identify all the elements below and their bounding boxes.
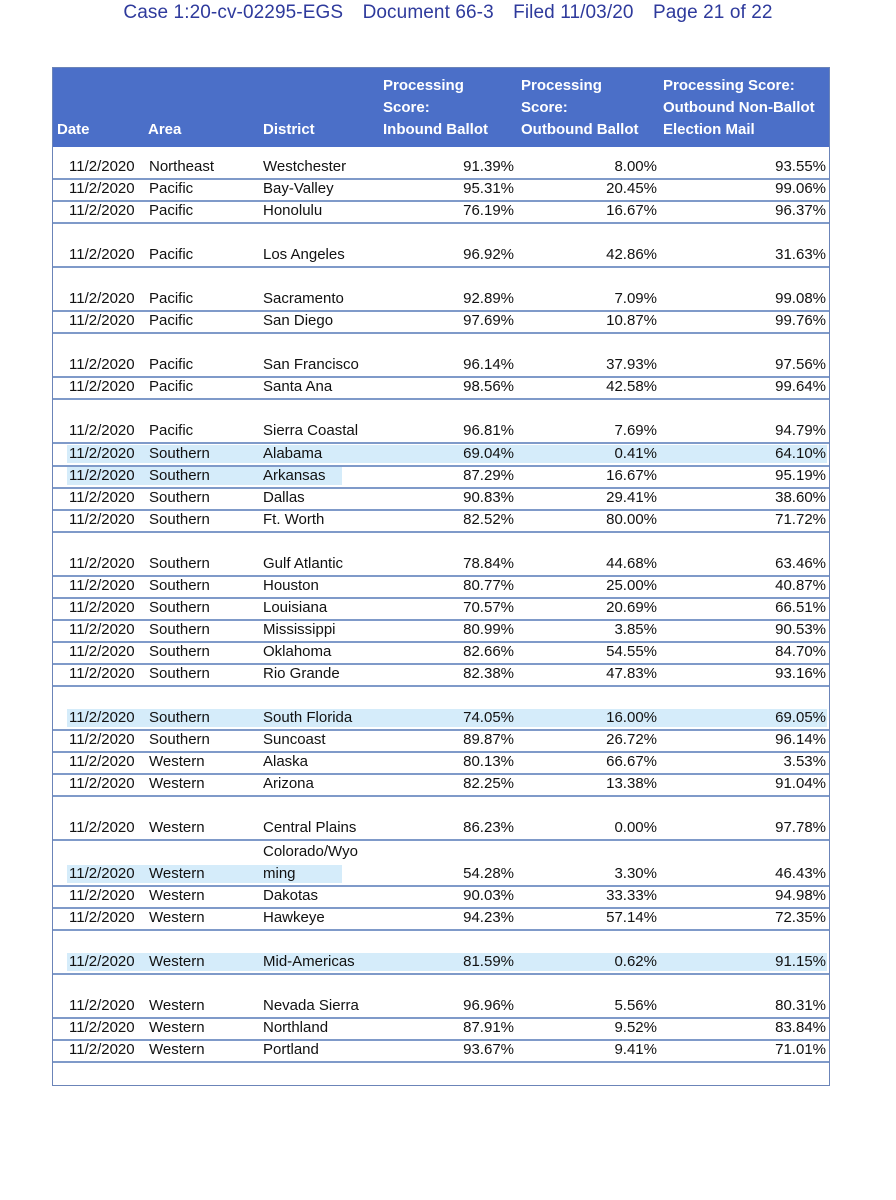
cell-inbound-ballot: 96.92%	[463, 246, 514, 263]
cell-outbound-ballot: 8.00%	[614, 158, 657, 175]
cell-outbound-ballot: 44.68%	[606, 555, 657, 572]
table-row	[53, 400, 829, 444]
cell-date: 11/2/2020	[69, 158, 135, 175]
cell-inbound-ballot: 98.56%	[463, 378, 514, 395]
cell-date: 11/2/2020	[69, 865, 135, 882]
cell-date: 11/2/2020	[69, 599, 135, 616]
column-header-date: Date	[57, 121, 90, 138]
cell-outbound-ballot: 5.56%	[614, 997, 657, 1014]
cell-area: Southern	[149, 665, 210, 682]
cell-district: Gulf Atlantic	[263, 555, 344, 572]
cell-area: Western	[149, 953, 205, 970]
cell-outbound-ballot: 0.00%	[614, 819, 657, 836]
cell-date: 11/2/2020	[69, 887, 135, 904]
cell-outbound-ballot: 57.14%	[606, 909, 657, 926]
cell-area: Northeast	[149, 158, 215, 175]
cell-district: San Francisco	[263, 356, 359, 373]
cell-outbound-non-ballot: 99.08%	[775, 290, 826, 307]
cell-area: Western	[149, 865, 205, 882]
cell-inbound-ballot: 90.83%	[463, 489, 514, 506]
cell-inbound-ballot: 80.13%	[463, 753, 514, 770]
cell-date: 11/2/2020	[69, 555, 135, 572]
cell-outbound-non-ballot: 64.10%	[775, 445, 826, 462]
table-row	[53, 909, 829, 931]
cell-district: Bay-Valley	[263, 180, 334, 197]
cell-inbound-ballot: 69.04%	[463, 445, 514, 462]
cell-area: Southern	[149, 621, 210, 638]
cell-district-line1: Colorado/Wyo	[263, 843, 358, 860]
cell-district: Sierra Coastal	[263, 422, 359, 439]
cell-outbound-non-ballot: 93.55%	[775, 158, 826, 175]
cell-district: Sacramento	[263, 290, 344, 307]
cell-outbound-non-ballot: 71.01%	[775, 1041, 826, 1058]
cell-inbound-ballot: 93.67%	[463, 1041, 514, 1058]
cell-area: Western	[149, 909, 205, 926]
cell-district: Nevada Sierra	[263, 997, 359, 1014]
cell-district: ming	[263, 865, 296, 882]
table-row	[53, 931, 829, 975]
table-body	[53, 147, 829, 1063]
cell-inbound-ballot: 96.96%	[463, 997, 514, 1014]
cell-area: Pacific	[149, 246, 194, 263]
cell-inbound-ballot: 95.31%	[463, 180, 514, 197]
cell-outbound-non-ballot: 90.53%	[775, 621, 826, 638]
cell-inbound-ballot: 54.28%	[463, 865, 514, 882]
cell-inbound-ballot: 87.29%	[463, 467, 514, 484]
cell-outbound-non-ballot: 96.14%	[775, 731, 826, 748]
cell-date: 11/2/2020	[69, 577, 135, 594]
cell-inbound-ballot: 74.05%	[463, 709, 514, 726]
cell-area: Southern	[149, 511, 210, 528]
cell-inbound-ballot: 80.99%	[463, 621, 514, 638]
cell-area: Southern	[149, 555, 210, 572]
cell-district: Arkansas	[263, 467, 326, 484]
cell-outbound-non-ballot: 40.87%	[775, 577, 826, 594]
cell-outbound-ballot: 66.67%	[606, 753, 657, 770]
cell-outbound-non-ballot: 94.98%	[775, 887, 826, 904]
cell-inbound-ballot: 78.84%	[463, 555, 514, 572]
cell-area: Pacific	[149, 202, 194, 219]
cell-area: Southern	[149, 577, 210, 594]
cell-outbound-ballot: 10.87%	[606, 312, 657, 329]
cell-outbound-non-ballot: 96.37%	[775, 202, 826, 219]
case-number: Case 1:20-cv-02295-EGS	[123, 2, 344, 23]
cell-area: Western	[149, 887, 205, 904]
cell-district: Arizona	[263, 775, 314, 792]
cell-district: Dakotas	[263, 887, 319, 904]
cell-district: Portland	[263, 1041, 319, 1058]
cell-date: 11/2/2020	[69, 621, 135, 638]
cell-area: Southern	[149, 731, 210, 748]
cell-inbound-ballot: 80.77%	[463, 577, 514, 594]
cell-area: Pacific	[149, 356, 194, 373]
cell-outbound-ballot: 37.93%	[606, 356, 657, 373]
cell-area: Western	[149, 819, 205, 836]
cell-district: Northland	[263, 1019, 329, 1036]
cell-district: Oklahoma	[263, 643, 332, 660]
cell-district: Houston	[263, 577, 319, 594]
cell-district: South Florida	[263, 709, 353, 726]
cell-inbound-ballot: 90.03%	[463, 887, 514, 904]
cell-outbound-non-ballot: 94.79%	[775, 422, 826, 439]
cell-outbound-non-ballot: 97.56%	[775, 356, 826, 373]
cell-outbound-ballot: 16.00%	[606, 709, 657, 726]
cell-area: Pacific	[149, 180, 194, 197]
cell-date: 11/2/2020	[69, 422, 135, 439]
cell-outbound-non-ballot: 71.72%	[775, 511, 826, 528]
cell-outbound-non-ballot: 80.31%	[775, 997, 826, 1014]
cell-outbound-ballot: 9.41%	[614, 1041, 657, 1058]
cell-area: Southern	[149, 643, 210, 660]
cell-area: Western	[149, 1041, 205, 1058]
cell-outbound-ballot: 9.52%	[614, 1019, 657, 1036]
cell-district: Hawkeye	[263, 909, 325, 926]
cell-outbound-ballot: 0.41%	[614, 445, 657, 462]
cell-outbound-non-ballot: 93.16%	[775, 665, 826, 682]
table-row	[53, 1019, 829, 1041]
table-row	[53, 467, 829, 489]
cell-date: 11/2/2020	[69, 180, 135, 197]
cell-district: Los Angeles	[263, 246, 345, 263]
cell-district: Louisiana	[263, 599, 328, 616]
cell-outbound-ballot: 3.30%	[614, 865, 657, 882]
cell-area: Pacific	[149, 312, 194, 329]
cell-outbound-non-ballot: 83.84%	[775, 1019, 826, 1036]
table-row	[53, 378, 829, 400]
cell-outbound-ballot: 0.62%	[614, 953, 657, 970]
cell-outbound-ballot: 26.72%	[606, 731, 657, 748]
cell-area: Western	[149, 775, 205, 792]
cell-district: Mississippi	[263, 621, 336, 638]
cell-outbound-non-ballot: 99.64%	[775, 378, 826, 395]
cell-district: Suncoast	[263, 731, 326, 748]
cell-outbound-ballot: 47.83%	[606, 665, 657, 682]
cell-district: Alabama	[263, 445, 323, 462]
cell-district: Honolulu	[263, 202, 323, 219]
cell-outbound-non-ballot: 38.60%	[775, 489, 826, 506]
column-header-non-ballot: Processing Score: Outbound Non-Ballot Election Mail	[663, 77, 815, 138]
table-row	[53, 841, 829, 887]
table-header	[53, 68, 829, 147]
cell-area: Southern	[149, 709, 210, 726]
table-row	[53, 797, 829, 841]
cell-outbound-non-ballot: 63.46%	[775, 555, 826, 572]
cell-outbound-ballot: 33.33%	[606, 887, 657, 904]
column-header-area: Area	[148, 121, 182, 138]
cell-outbound-ballot: 29.41%	[606, 489, 657, 506]
cell-inbound-ballot: 89.87%	[463, 731, 514, 748]
table-row	[53, 599, 829, 621]
table-row	[53, 975, 829, 1019]
table-row	[53, 577, 829, 599]
cell-date: 11/2/2020	[69, 312, 135, 329]
cell-inbound-ballot: 96.81%	[463, 422, 514, 439]
cell-outbound-ballot: 42.58%	[606, 378, 657, 395]
cell-outbound-ballot: 16.67%	[606, 202, 657, 219]
cell-inbound-ballot: 82.66%	[463, 643, 514, 660]
cell-inbound-ballot: 76.19%	[463, 202, 514, 219]
table-row	[53, 444, 829, 467]
cell-date: 11/2/2020	[69, 775, 135, 792]
cell-inbound-ballot: 82.25%	[463, 775, 514, 792]
table-row	[53, 533, 829, 577]
table-row	[53, 312, 829, 334]
cell-date: 11/2/2020	[69, 953, 135, 970]
processing-score-table	[52, 67, 830, 1086]
table-row	[53, 180, 829, 202]
cell-date: 11/2/2020	[69, 511, 135, 528]
page-number: Page 21 of 22	[652, 2, 773, 23]
cell-date: 11/2/2020	[69, 909, 135, 926]
cell-outbound-non-ballot: 84.70%	[775, 643, 826, 660]
cell-outbound-non-ballot: 66.51%	[775, 599, 826, 616]
cell-outbound-ballot: 25.00%	[606, 577, 657, 594]
cell-outbound-ballot: 3.85%	[614, 621, 657, 638]
table-row	[53, 202, 829, 224]
cell-outbound-non-ballot: 69.05%	[775, 709, 826, 726]
cell-date: 11/2/2020	[69, 1041, 135, 1058]
table-row	[53, 731, 829, 753]
cell-outbound-non-ballot: 3.53%	[783, 753, 826, 770]
cell-area: Pacific	[149, 422, 194, 439]
cell-inbound-ballot: 94.23%	[463, 909, 514, 926]
cell-outbound-non-ballot: 99.06%	[775, 180, 826, 197]
cell-date: 11/2/2020	[69, 997, 135, 1014]
table-row	[53, 334, 829, 378]
cell-district: Dallas	[263, 489, 305, 506]
cell-outbound-non-ballot: 31.63%	[775, 246, 826, 263]
table-row	[53, 753, 829, 775]
cell-inbound-ballot: 91.39%	[463, 158, 514, 175]
cell-outbound-non-ballot: 97.78%	[775, 819, 826, 836]
cell-inbound-ballot: 82.52%	[463, 511, 514, 528]
table-row	[53, 665, 829, 687]
filed-date: Filed 11/03/20	[513, 2, 634, 23]
cell-date: 11/2/2020	[69, 1019, 135, 1036]
table-row	[53, 147, 829, 180]
cell-outbound-non-ballot: 95.19%	[775, 467, 826, 484]
cell-inbound-ballot: 96.14%	[463, 356, 514, 373]
table-row	[53, 224, 829, 268]
cell-outbound-ballot: 80.00%	[606, 511, 657, 528]
cell-date: 11/2/2020	[69, 246, 135, 263]
cell-area: Southern	[149, 445, 210, 462]
table-row	[53, 268, 829, 312]
cell-date: 11/2/2020	[69, 378, 135, 395]
cell-area: Southern	[149, 599, 210, 616]
cell-area: Western	[149, 1019, 205, 1036]
table-row	[53, 511, 829, 533]
cell-outbound-ballot: 16.67%	[606, 467, 657, 484]
cell-inbound-ballot: 81.59%	[463, 953, 514, 970]
cell-outbound-ballot: 54.55%	[606, 643, 657, 660]
case-header	[0, 0, 896, 26]
cell-date: 11/2/2020	[69, 643, 135, 660]
cell-outbound-non-ballot: 46.43%	[775, 865, 826, 882]
cell-date: 11/2/2020	[69, 356, 135, 373]
cell-inbound-ballot: 92.89%	[463, 290, 514, 307]
cell-date: 11/2/2020	[69, 445, 135, 462]
table-row	[53, 643, 829, 665]
table-row	[53, 887, 829, 909]
cell-district: Alaska	[263, 753, 309, 770]
cell-area: Pacific	[149, 290, 194, 307]
table-row	[53, 489, 829, 511]
cell-area: Southern	[149, 467, 210, 484]
cell-district: Mid-Americas	[263, 953, 355, 970]
column-header-outbound-ballot: Processing Score: Outbound Ballot	[521, 77, 639, 138]
cell-outbound-non-ballot: 91.15%	[775, 953, 826, 970]
cell-date: 11/2/2020	[69, 753, 135, 770]
cell-outbound-non-ballot: 72.35%	[775, 909, 826, 926]
cell-outbound-non-ballot: 99.76%	[775, 312, 826, 329]
cell-date: 11/2/2020	[69, 202, 135, 219]
cell-outbound-ballot: 20.45%	[606, 180, 657, 197]
column-header-district: District	[263, 121, 315, 138]
document-number: Document 66-3	[362, 2, 494, 23]
cell-date: 11/2/2020	[69, 489, 135, 506]
cell-area: Western	[149, 753, 205, 770]
cell-outbound-ballot: 42.86%	[606, 246, 657, 263]
table-row	[53, 775, 829, 797]
cell-date: 11/2/2020	[69, 467, 135, 484]
cell-district: Santa Ana	[263, 378, 333, 395]
cell-area: Pacific	[149, 378, 194, 395]
cell-inbound-ballot: 86.23%	[463, 819, 514, 836]
cell-date: 11/2/2020	[69, 290, 135, 307]
table-row	[53, 1041, 829, 1063]
cell-district: Westchester	[263, 158, 347, 175]
cell-inbound-ballot: 87.91%	[463, 1019, 514, 1036]
cell-outbound-ballot: 20.69%	[606, 599, 657, 616]
cell-date: 11/2/2020	[69, 731, 135, 748]
cell-date: 11/2/2020	[69, 709, 135, 726]
table-row	[53, 687, 829, 731]
cell-district: Ft. Worth	[263, 511, 325, 528]
column-header-inbound-ballot: Processing Score: Inbound Ballot	[383, 77, 488, 138]
cell-inbound-ballot: 70.57%	[463, 599, 514, 616]
table-row	[53, 621, 829, 643]
cell-district: San Diego	[263, 312, 334, 329]
cell-outbound-ballot: 13.38%	[606, 775, 657, 792]
cell-outbound-ballot: 7.69%	[614, 422, 657, 439]
cell-district: Rio Grande	[263, 665, 340, 682]
cell-date: 11/2/2020	[69, 819, 135, 836]
cell-district: Central Plains	[263, 819, 357, 836]
cell-inbound-ballot: 82.38%	[463, 665, 514, 682]
cell-outbound-non-ballot: 91.04%	[775, 775, 826, 792]
cell-area: Southern	[149, 489, 210, 506]
cell-outbound-ballot: 7.09%	[614, 290, 657, 307]
cell-area: Western	[149, 997, 205, 1014]
cell-inbound-ballot: 97.69%	[463, 312, 514, 329]
cell-date: 11/2/2020	[69, 665, 135, 682]
